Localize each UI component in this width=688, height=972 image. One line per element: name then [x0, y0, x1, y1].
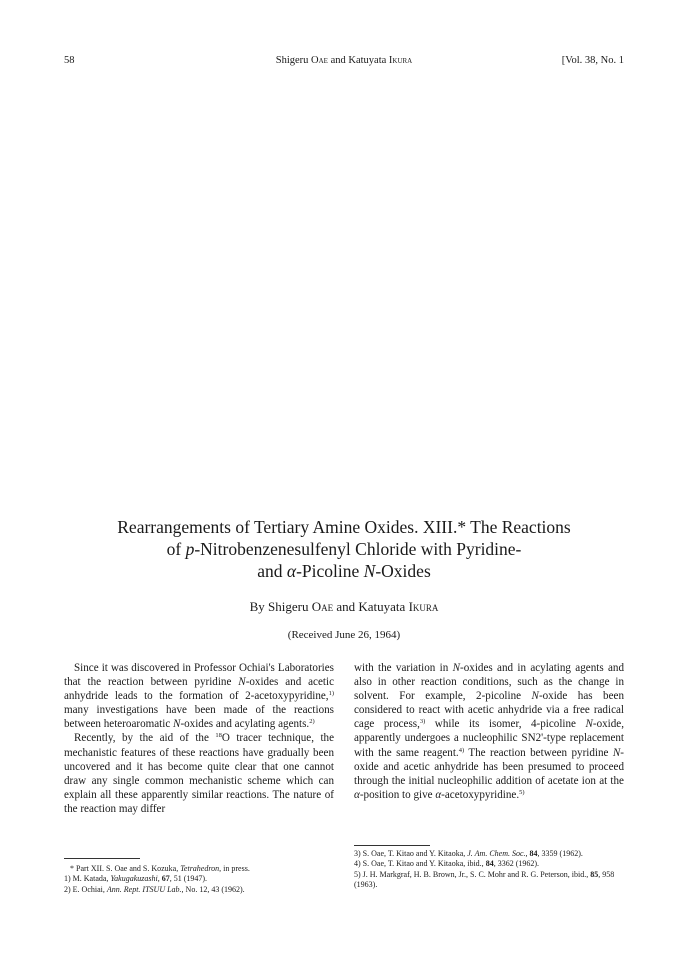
footnotes-right [354, 849, 624, 891]
paragraph-continued: with the variation in N-oxides and in acylating agents and also in other reaction conditions, such as the change in solvent. For example, 2-picoline N-oxide has been considered to react with acetic anhydride via a free radical cage process,$^{3)}$ while its isomer, 4-picoline N-oxide, apparently undergoes a nucleophilic SN2'-type replacement with the same reagent.$^{4)}$ The reaction between pyridine N-oxide and acetic anhydride has been presumed to proceed through the initial nucleophilic addition of acetate ion at the α-position to give α-acetoxypyridine.$^{5)}$ [354, 662, 624, 801]
footnote-1: 1) M. Katada, Yakugakuzashi, 67, 51 (1947). [64, 874, 208, 884]
received-date: (Received June 26, 1964) [287, 629, 401, 641]
footnote-ref: 5) [519, 788, 525, 796]
page-number: 58 [64, 55, 75, 66]
footnote-4: 4) S. Oae, T. Kitao and Y. Kitaoka, ibid., 84, 3362 (1962). [354, 859, 540, 869]
author-byline: By Shigeru Oae and Katuyata Ikura [249, 599, 439, 614]
left-column-body [64, 661, 334, 816]
article-title [60, 516, 628, 582]
footnote-ref: 3) [419, 718, 426, 726]
footnote-ref: 2) [309, 718, 315, 726]
paragraph-intro: Since it was discovered in Professor Ochiai's Laboratories that the reaction between pyridine N-oxides and acetic anhydride leads to the formation of 2-acetoxypyridine,$^{1)}$ many investigations have been made of the reactions between heteroaromatic N-oxides and acylating agents.$^{2)}$ [64, 662, 334, 731]
paragraph-tracer: Recently, by the aid of the $^{18}$O tracer technique, the mechanistic features of these reactions have gradually been uncovered and it has become quite clear that one cannot draw any single common mechanistic scheme which can explain all these apparently similar reactions. The nature of the reaction may differ [64, 732, 334, 815]
footnote-2: 2) E. Ochiai, Ann. Rept. ITSUU Lab., No. 12, 43 (1962). [64, 884, 245, 894]
title-line-3: and α-Picoline N-Oxides [257, 561, 431, 581]
title-line-1: Rearrangements of Tertiary Amine Oxides. XIII.* The Reactions [117, 517, 571, 537]
footnote-star: * Part XII. S. Oae and S. Kozuka, Tetrahedron, in press. [70, 864, 250, 873]
footnotes-left [64, 864, 334, 895]
footnote-ref: 4) [458, 746, 465, 754]
footnote-5: 5) J. H. Markgraf, H. B. Brown, Jr., S. C. Mohr and R. G. Peterson, ibid., 85, 958 (1963). [354, 869, 615, 890]
footnote-rule [354, 845, 430, 846]
volume-info: [Vol. 38, No. 1 [561, 55, 624, 66]
title-line-2: of p-Nitrobenzenesulfenyl Chloride with Pyridine- [166, 539, 522, 559]
footnote-3: 3) S. Oae, T. Kitao and Y. Kitaoka, J. Am. Chem. Soc., 84, 3359 (1962). [354, 849, 583, 858]
right-column-body [354, 661, 624, 802]
running-authors: Shigeru Oae and Katuyata Ikura [275, 55, 413, 66]
footnote-ref: 1) [328, 690, 334, 698]
running-header [64, 54, 624, 68]
footnote-rule [64, 858, 140, 859]
